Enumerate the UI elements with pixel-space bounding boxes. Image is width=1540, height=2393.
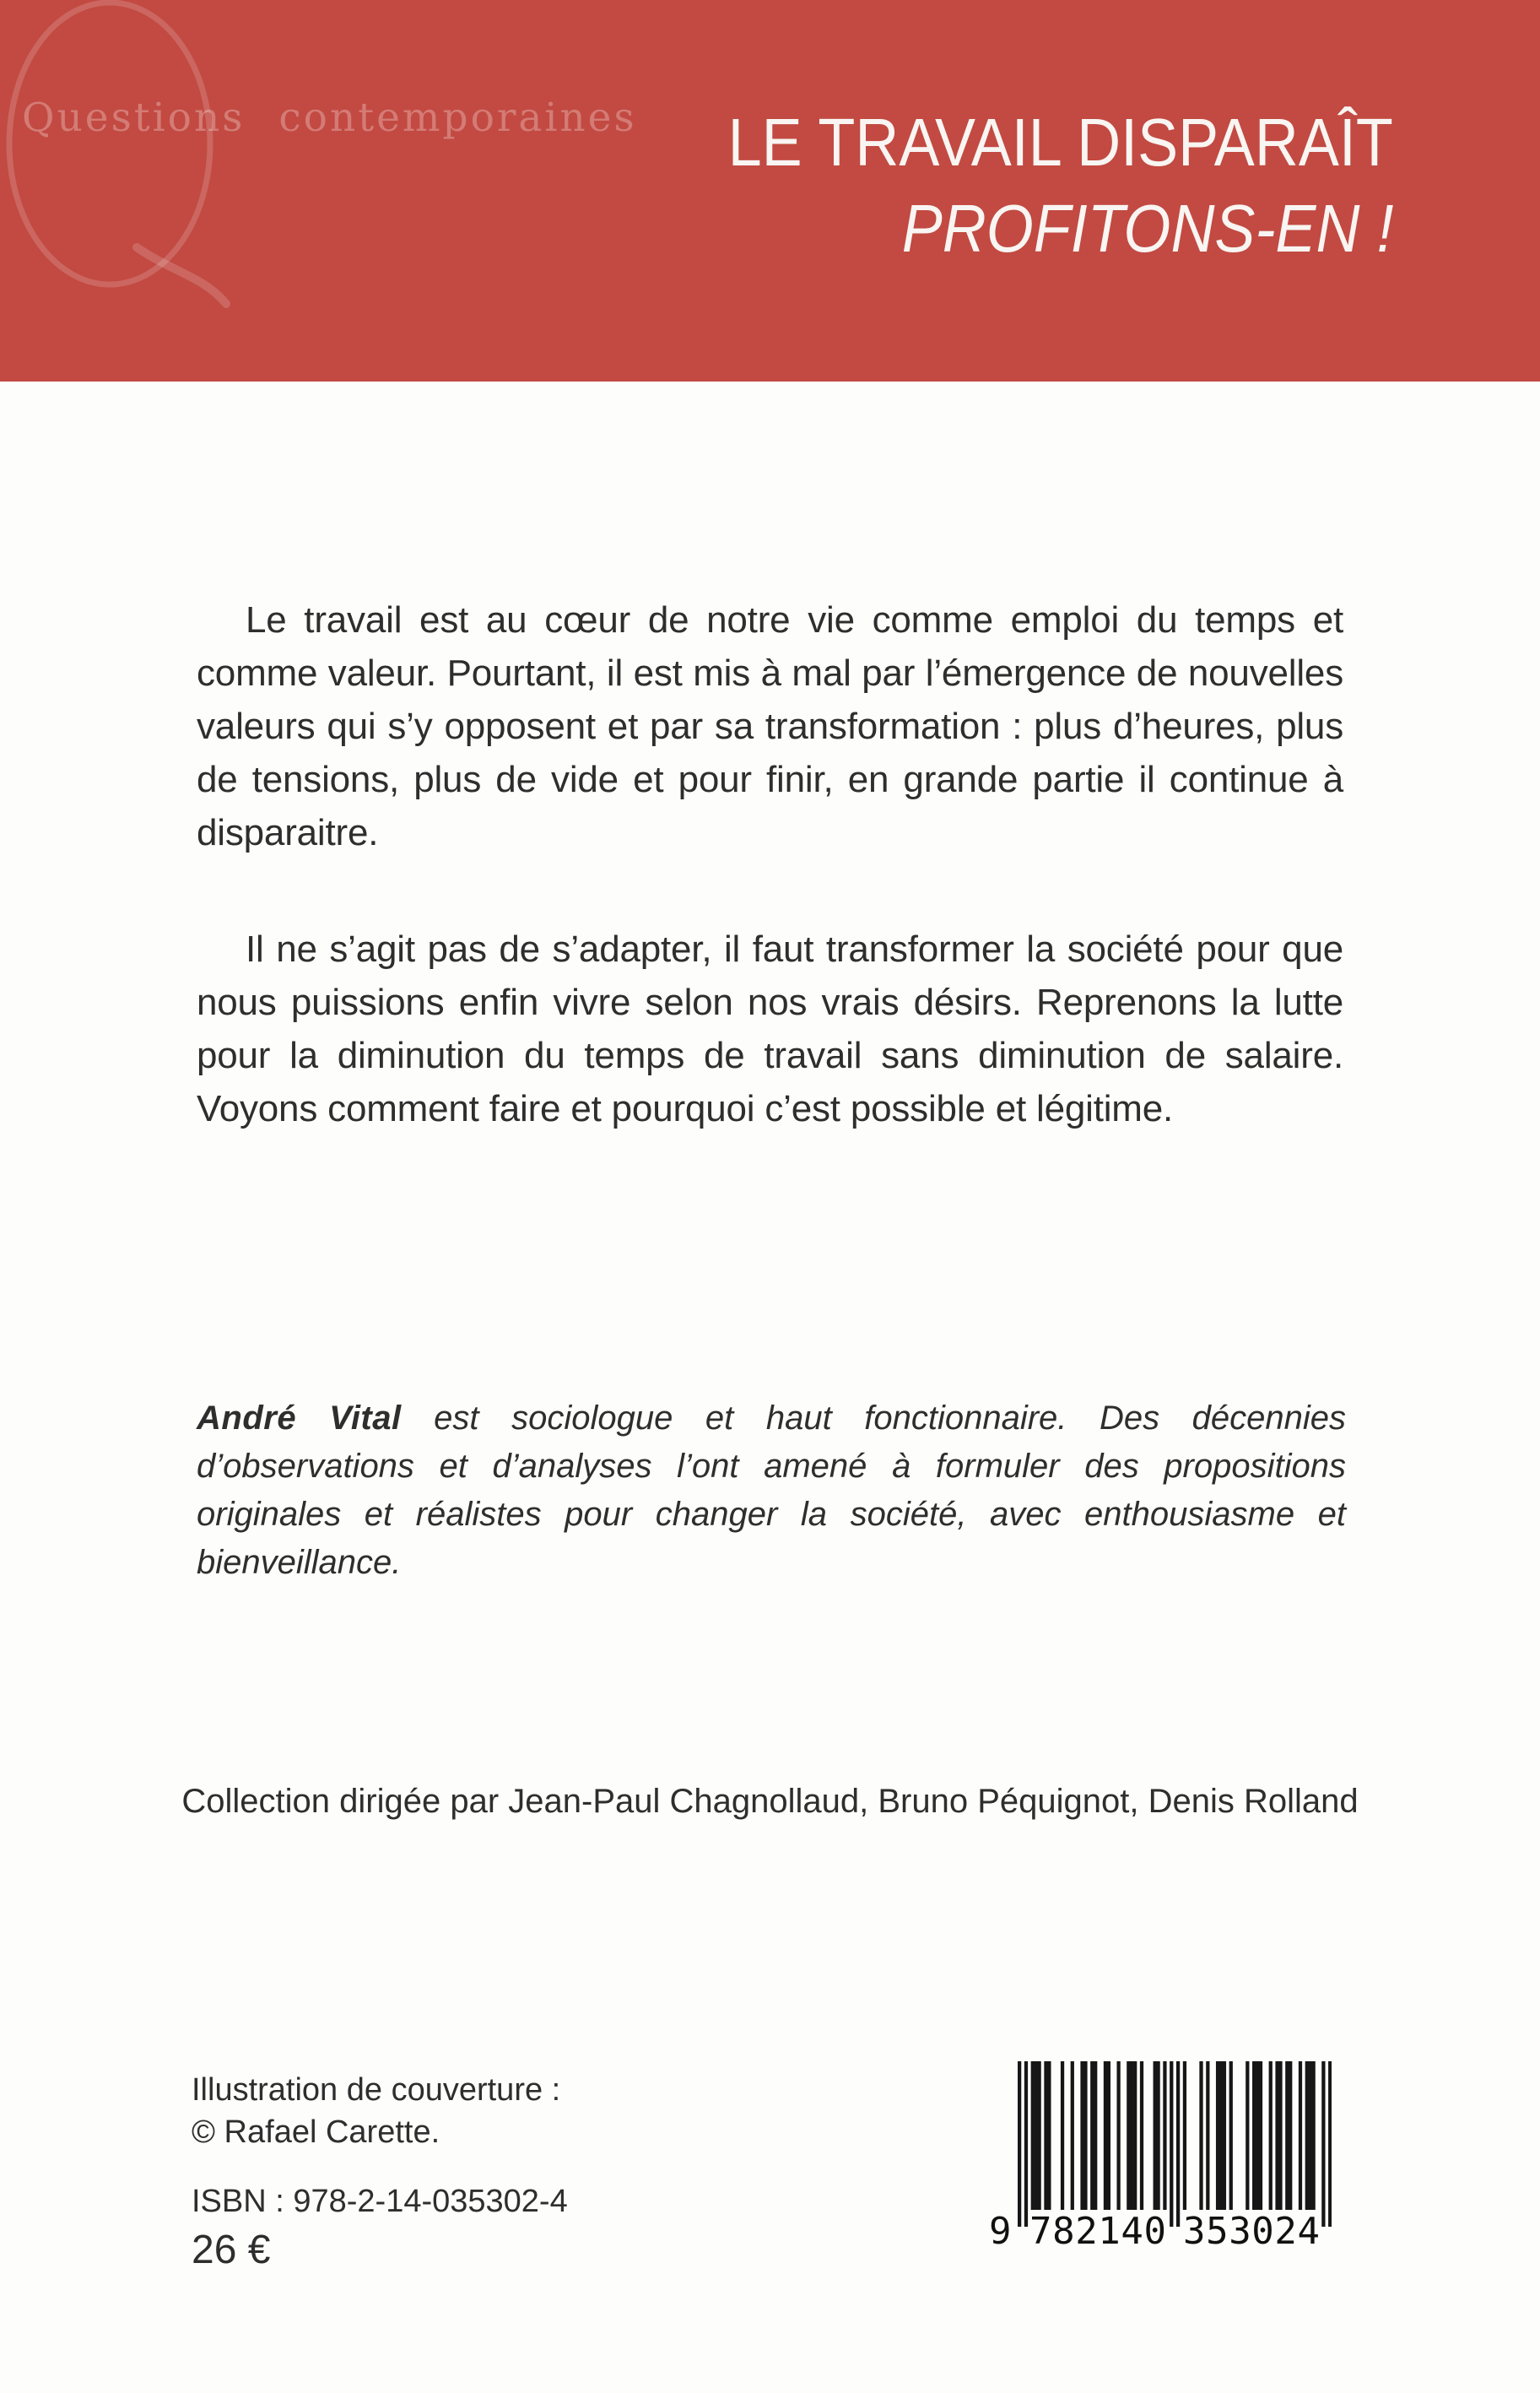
barcode-digit-group3: 3 5 3 0 2 4 bbox=[1183, 2210, 1320, 2253]
collection-direction-credit: Collection dirigée par Jean-Paul Chagnollaud, Bruno Péquignot, Denis Rolland bbox=[181, 1783, 1359, 1820]
cover-illustration-credit-line1: Illustration de couverture : bbox=[192, 2072, 561, 2108]
title-block bbox=[654, 100, 1393, 272]
banner bbox=[0, 0, 1540, 382]
synopsis-paragraph-1: Le travail est au cœur de notre vie comme emploi du temps et comme valeur. Pourtant, il est mis à mal par l’émergence de nouvelles valeurs qui s’y opposent et par sa transformation : plus d’heures, plus de tensions, plus de vide et pour finir, en grande partie il continue à disparaitre. bbox=[197, 599, 1343, 853]
synopsis bbox=[197, 593, 1343, 1135]
collection-watermark-word1: Questions bbox=[22, 95, 246, 141]
book-subtitle: PROFITONS-EN ! bbox=[901, 191, 1393, 266]
collection-watermark-word2: contemporaines bbox=[278, 95, 637, 141]
synopsis-paragraph-2: Il ne s’agit pas de s’adapter, il faut transformer la société pour que nous puissions enfin vivre selon nos vrais désirs. Reprenons la lutte pour la diminution du temps de travail sans diminution de salaire. Voyons comment faire et pourquoi c’est possible et légitime. bbox=[197, 929, 1343, 1129]
barcode-number bbox=[989, 2210, 1332, 2253]
author-bio-text: est sociologue et haut fonctionnaire. Des décennies d’observations et d’analyses l’ont amené à formuler des propositions originales et réalistes pour changer la société, avec enthousiasme et bienveillance. bbox=[197, 1400, 1347, 1581]
barcode-digit-group1: 9 bbox=[989, 2210, 1012, 2253]
isbn: ISBN : 978-2-14-035302-4 bbox=[192, 2184, 568, 2219]
author-name: André Vital bbox=[197, 1400, 402, 1437]
credits-block bbox=[192, 2069, 568, 2271]
price: 26 € bbox=[192, 2228, 271, 2272]
book-title: LE TRAVAIL DISPARAÎT bbox=[727, 105, 1393, 180]
barcode-bars bbox=[1018, 2061, 1332, 2227]
barcode-digit-group2: 7 8 2 1 4 0 bbox=[1029, 2210, 1166, 2253]
author-bio bbox=[197, 1394, 1346, 1587]
collection-watermark bbox=[22, 95, 637, 141]
barcode bbox=[989, 2061, 1332, 2255]
q-watermark-icon bbox=[0, 0, 304, 355]
cover-illustration-credit-line2: © Rafael Carette. bbox=[192, 2114, 440, 2150]
